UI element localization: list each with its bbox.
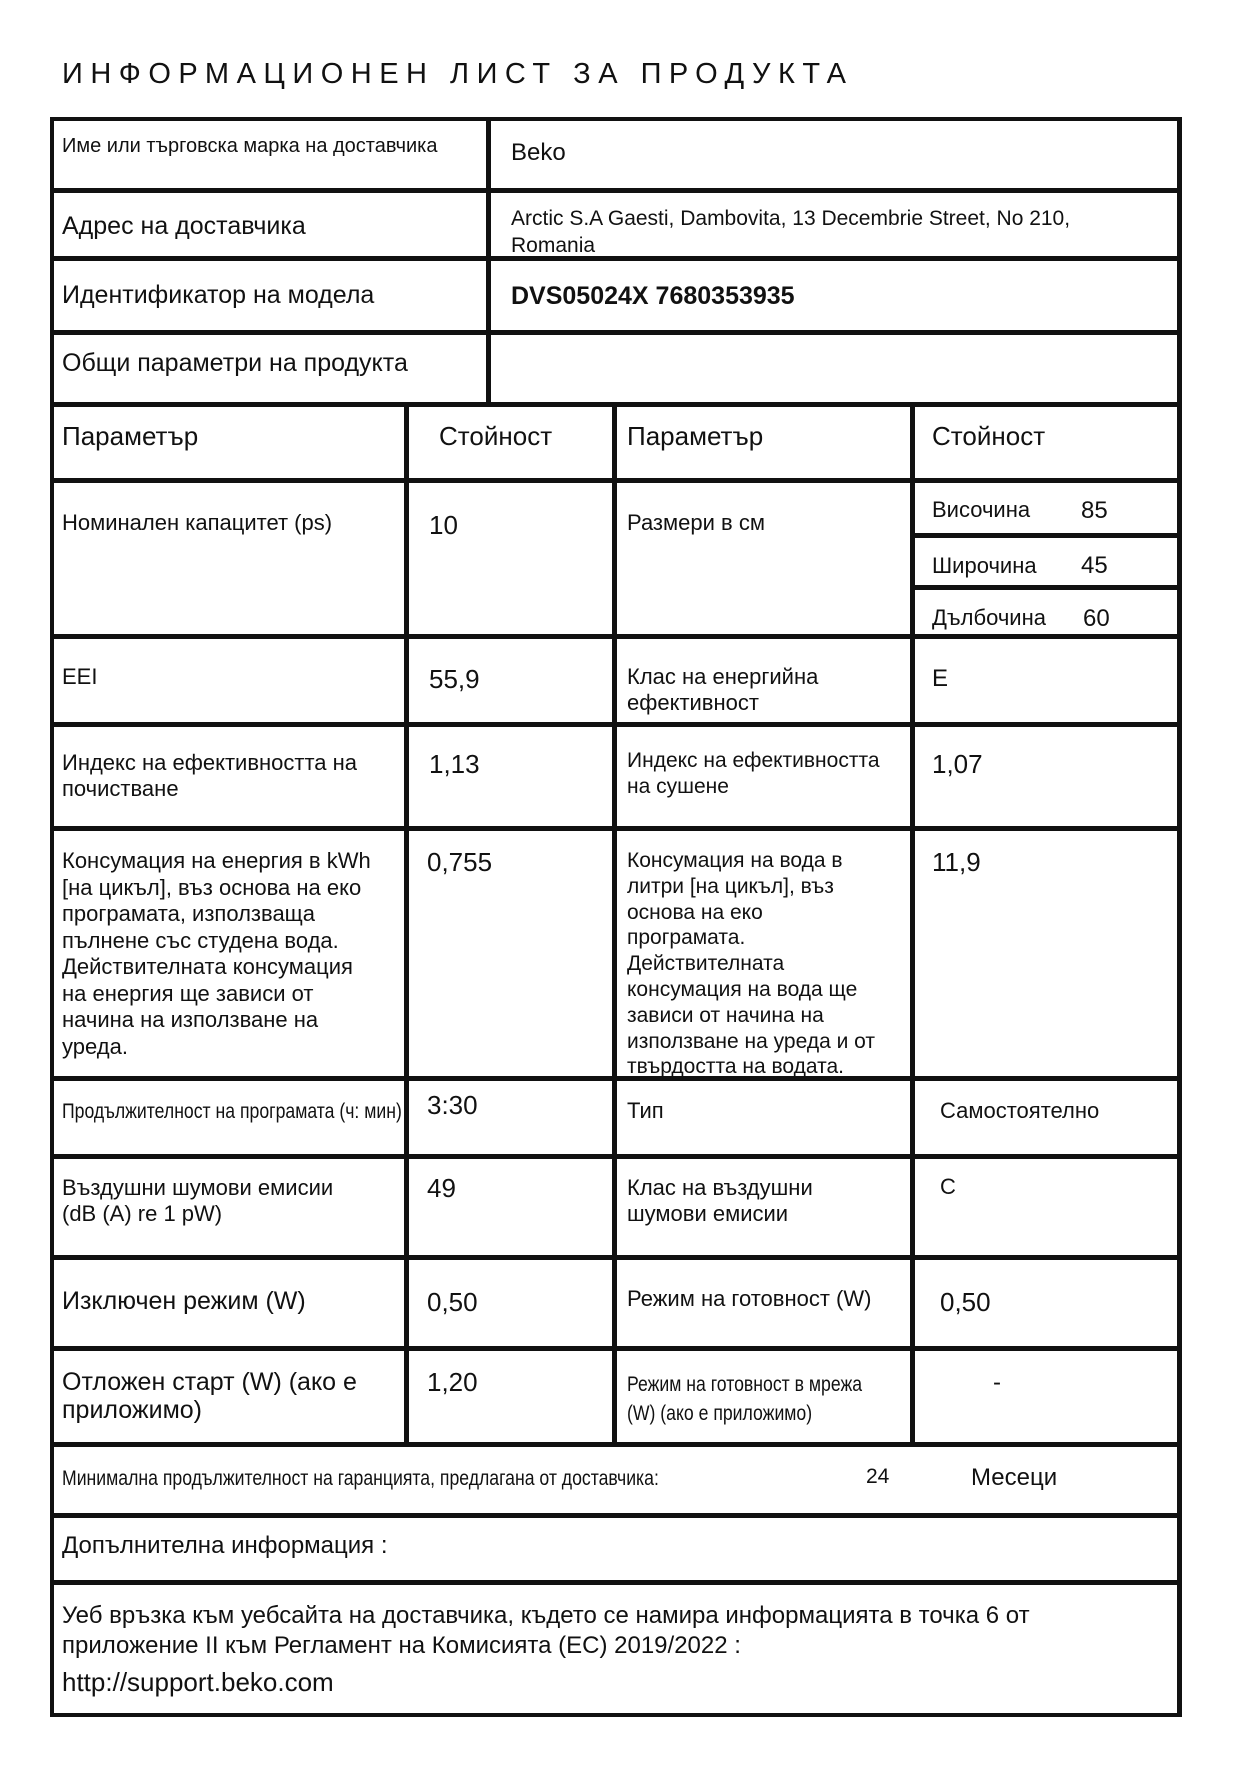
label-line: Въздушни шумови емисии	[62, 1175, 334, 1200]
warranty-label: Минимална продължителност на гаранцията, предлагана от доставчика:	[62, 1467, 659, 1490]
address-line: Arctic S.A Gaesti, Dambovita, 13 Decembrie Street, No 210,	[511, 207, 1071, 230]
energy-consumption-value: 0,755	[427, 847, 493, 877]
label-line: Клас на въздушни	[627, 1175, 813, 1200]
delay-start-label	[62, 1368, 357, 1424]
drying-index-label	[627, 748, 880, 800]
delay-start-value: 1,20	[427, 1367, 478, 1397]
depth-label: Дълбочина	[932, 605, 1046, 630]
row-divider	[50, 1513, 1182, 1518]
label-line: Консумация на вода в	[627, 849, 843, 872]
header-parameter-1: Параметър	[62, 421, 199, 451]
page-title: ИНФОРМАЦИОНЕН ЛИСТ ЗА ПРОДУКТА	[62, 58, 854, 90]
label-line: зависи от начина на	[627, 1003, 824, 1027]
column-divider	[486, 117, 491, 405]
label-line: използване на уреда и от	[627, 1029, 875, 1053]
header-value-1: Стойност	[439, 421, 553, 451]
label-line: (dB (A) re 1 pW)	[62, 1201, 223, 1226]
network-standby-label	[627, 1370, 862, 1428]
label-line: Отложен старт (W) (ако е	[62, 1368, 357, 1396]
depth-value: 60	[1083, 605, 1110, 632]
supplier-address-label: Адрес на доставчика	[62, 212, 306, 240]
cleaning-index-value: 1,13	[429, 749, 480, 779]
label-line: литри [на цикъл], въз	[627, 874, 834, 898]
type-value: Самостоятелно	[940, 1098, 1100, 1123]
label-line: Клас на енергийна	[627, 664, 819, 689]
standby-label: Режим на готовност (W)	[627, 1286, 872, 1311]
label-line: уреда.	[62, 1033, 128, 1059]
column-divider	[404, 402, 409, 1446]
label-line: шумови емисии	[627, 1201, 789, 1226]
cleaning-index-label	[62, 750, 357, 802]
label-line: програмата.	[627, 926, 746, 950]
height-value: 85	[1081, 497, 1108, 524]
label-line: Действителната консумация	[62, 954, 353, 979]
header-value-2: Стойност	[932, 421, 1046, 451]
row-divider	[50, 330, 1182, 335]
noise-emissions-label	[62, 1175, 333, 1227]
height-label: Височина	[932, 497, 1031, 522]
supplier-name-value: Beko	[511, 139, 566, 166]
header-parameter-2: Параметър	[627, 421, 764, 451]
label-line: на енергия ще зависи от	[62, 980, 314, 1006]
water-consumption-value: 11,9	[932, 847, 981, 877]
label-line: основа на еко	[627, 900, 763, 924]
label-line: Консумация на енергия в kWh	[62, 848, 371, 873]
label-line: Режим на готовност в мрежа	[627, 1373, 863, 1396]
label-line: Действителната	[627, 952, 785, 976]
standby-value: 0,50	[940, 1287, 991, 1317]
label-line: [на цикъл], въз основа на еко	[62, 874, 362, 900]
label-line: приложимо)	[62, 1396, 203, 1424]
label-line: Индекс на ефективността на	[62, 750, 358, 775]
network-standby-value: -	[993, 1369, 1001, 1396]
off-mode-label: Изключен режим (W)	[62, 1287, 306, 1315]
address-line: Romania	[511, 234, 596, 257]
drying-index-value: 1,07	[932, 749, 983, 779]
label-line: почистване	[62, 776, 179, 801]
label-line: твърдостта на водата.	[627, 1055, 844, 1079]
energy-consumption-label	[62, 848, 371, 1060]
program-duration-value: 3:30	[427, 1090, 478, 1120]
label-line: начина на използване на	[62, 1007, 319, 1032]
row-divider	[50, 188, 1182, 193]
noise-emissions-value: 49	[427, 1173, 456, 1203]
label-line: пълнене със студена вода.	[62, 927, 339, 953]
width-label: Широчина	[932, 553, 1037, 578]
label-line: програмата, използваща	[62, 901, 316, 926]
energy-class-value: E	[932, 665, 949, 692]
web-link-text	[62, 1601, 1030, 1661]
text-line: приложение II към Регламент на Комисията (ЕС) 2019/2022 :	[62, 1632, 741, 1659]
row-divider	[915, 585, 1182, 590]
supplier-name-label: Име или търговска марка на доставчика	[62, 135, 438, 157]
column-divider	[612, 402, 617, 1446]
label-line: Индекс на ефективността	[627, 749, 880, 772]
off-mode-value: 0,50	[427, 1287, 478, 1317]
column-divider	[910, 402, 915, 1446]
water-consumption-label	[627, 848, 875, 1080]
text-line: Уеб връзка към уебсайта на доставчика, където се намира информацията в точка 6 от	[62, 1602, 1030, 1629]
general-parameters-label: Общи параметри на продукта	[62, 349, 408, 377]
row-divider	[50, 1580, 1182, 1585]
energy-class-label	[627, 664, 818, 716]
warranty-value: 24	[866, 1465, 890, 1488]
supplier-website-link[interactable]: http://support.beko.com	[62, 1667, 334, 1697]
label-line: на сушене	[627, 775, 729, 798]
noise-class-label	[627, 1175, 813, 1227]
row-divider	[915, 533, 1182, 538]
model-identifier-value: DVS05024X 7680353935	[511, 282, 795, 310]
eei-value: 55,9	[429, 664, 480, 694]
type-label: Тип	[627, 1098, 664, 1123]
dimensions-label: Размери в см	[627, 510, 765, 535]
model-identifier-label: Идентификатор на модела	[62, 281, 375, 309]
program-duration-label: Продължителност на програмата (ч: мин)	[62, 1100, 402, 1123]
warranty-unit: Месеци	[971, 1464, 1058, 1491]
label-line: (W) (ако е приложимо)	[627, 1402, 813, 1425]
label-line: ефективност	[627, 690, 759, 715]
supplier-address-value	[511, 205, 1070, 259]
capacity-label: Номинален капацитет (ps)	[62, 510, 333, 535]
width-value: 45	[1081, 552, 1108, 579]
eei-label: EEI	[62, 664, 98, 689]
noise-class-value: C	[940, 1174, 956, 1199]
capacity-value: 10	[429, 510, 458, 540]
label-line: консумация на вода ще	[627, 977, 858, 1001]
additional-info-label: Допълнителна информация :	[62, 1532, 388, 1559]
